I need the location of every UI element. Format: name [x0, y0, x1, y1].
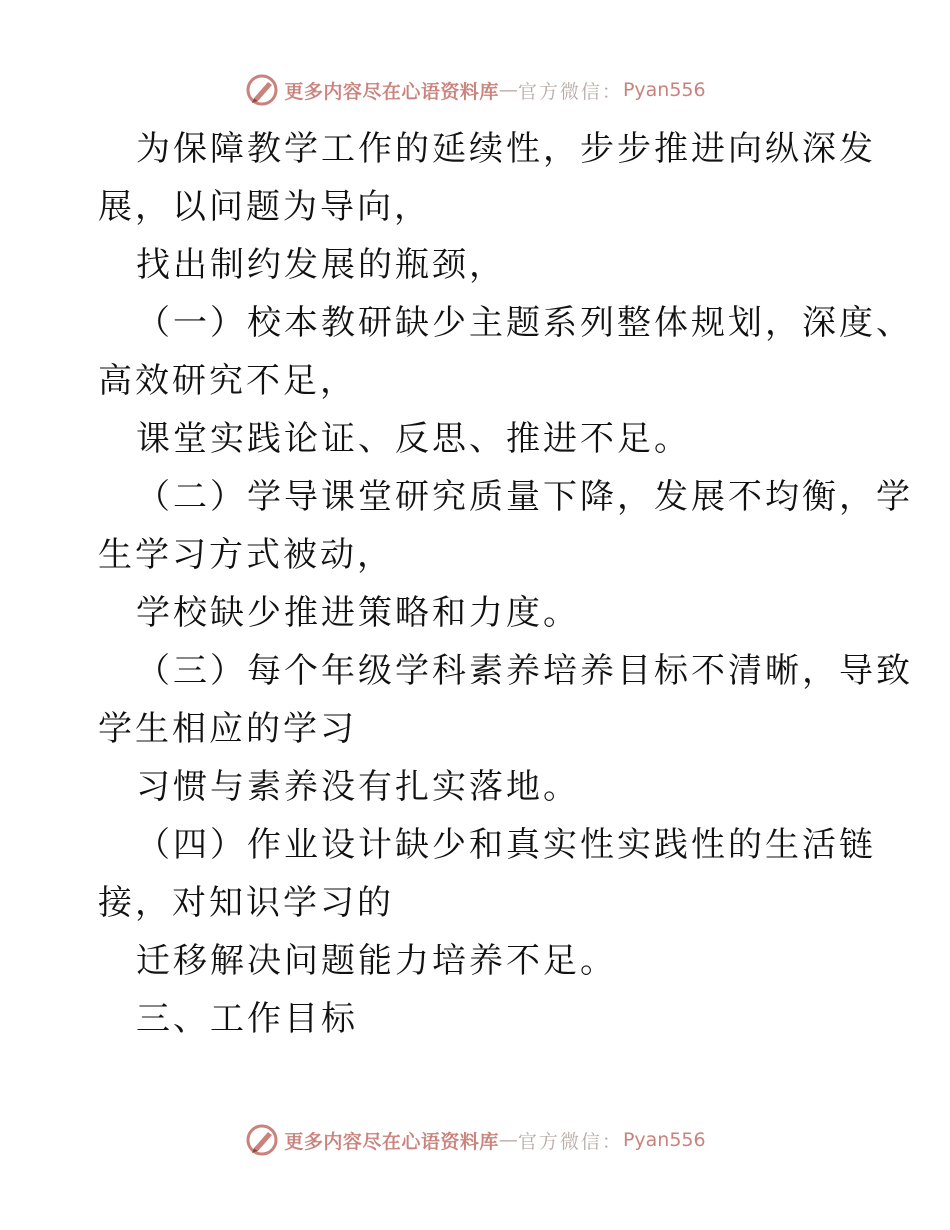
- text-line-11: 学生相应的学习: [98, 709, 357, 749]
- text-line-14: 接，对知识学习的: [98, 883, 394, 923]
- pen-logo-icon: [244, 72, 280, 108]
- text-line-8: 生学习方式被动，: [98, 535, 394, 575]
- text-line-3: 找出制约发展的瓶颈，: [136, 245, 506, 285]
- text-line-15: 迁移解决问题能力培养不足。: [136, 941, 617, 981]
- watermark-label: 官方微信：: [517, 1130, 623, 1153]
- watermark-wechat-id: Pyan556: [622, 1129, 706, 1151]
- watermark-dash: —: [498, 79, 518, 101]
- watermark-label: 官方微信：: [517, 80, 623, 103]
- footer-watermark: [0, 1120, 950, 1160]
- section-heading: 三、工作目标: [136, 999, 358, 1039]
- text-line-4: （一）校本教研缺少主题系列整体规划，深度、: [136, 303, 913, 343]
- watermark-dash: —: [498, 1129, 518, 1151]
- text-line-6: 课堂实践论证、反思、推进不足。: [136, 419, 691, 459]
- pen-logo-icon: [244, 1122, 280, 1158]
- header-watermark: [0, 70, 950, 110]
- text-line-7: （二）学导课堂研究质量下降，发展不均衡，学: [136, 477, 913, 517]
- text-line-12: 习惯与素养没有扎实落地。: [136, 767, 580, 807]
- watermark-wechat-id: Pyan556: [622, 79, 706, 101]
- text-line-9: 学校缺少推进策略和力度。: [136, 593, 580, 633]
- text-line-2: 展，以问题为导向，: [98, 187, 431, 227]
- text-line-1: 为保障教学工作的延续性，步步推进向纵深发: [136, 129, 876, 169]
- text-line-13: （四）作业设计缺少和真实性实践性的生活链: [136, 825, 876, 865]
- text-line-10: （三）每个年级学科素养培养目标不清晰，导致: [136, 651, 913, 691]
- text-line-5: 高效研究不足，: [98, 361, 357, 401]
- watermark-site-text: 更多内容尽在心语资料库: [284, 80, 499, 103]
- watermark-site-text: 更多内容尽在心语资料库: [284, 1130, 499, 1153]
